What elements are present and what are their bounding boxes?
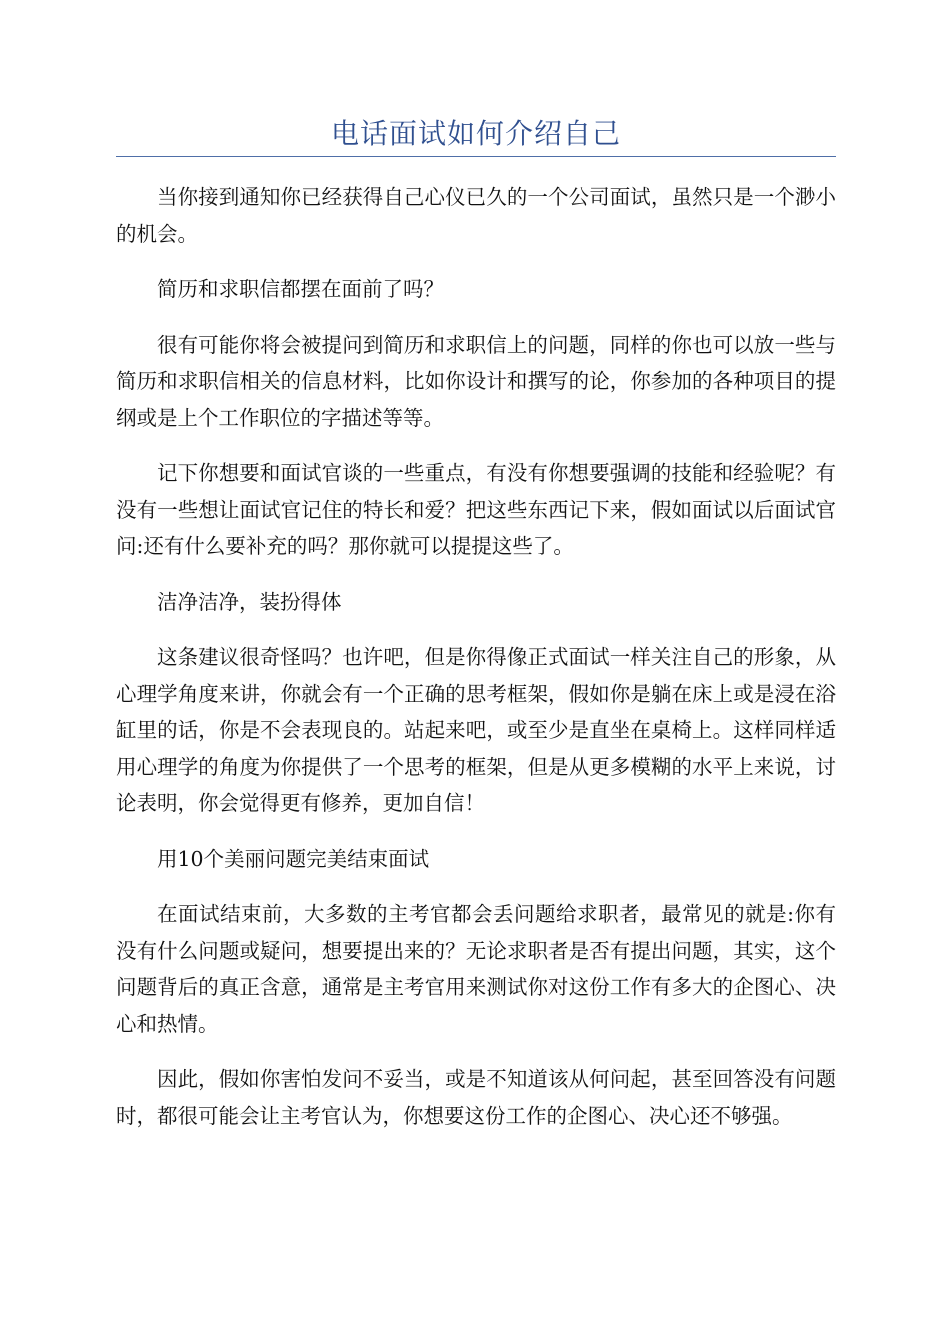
document-page [116, 0, 836, 1153]
paragraph-5: 洁净洁净，装扮得体 [157, 589, 342, 614]
paragraph-3: 很有可能你将会被提问到简历和求职信上的问题，同样的你也可以放一些与简历和求职信相关的信息材料，比如你设计和撰写的论，你参加的各种项目的提纲或是上个工作职位的字描述等等。 [116, 332, 836, 430]
paragraph-8: 在面试结束前，大多数的主考官都会丢问题给求职者，最常见的就是:你有没有什么问题或疑问，想要提出来的？无论求职者是否有提出问题，其实，这个问题背后的真正含意，通常是主考官用来测试你对这份工作有多大的企图心、决心和热情。 [116, 902, 836, 1036]
paragraph-4: 记下你想要和面试官谈的一些重点，有没有你想要强调的技能和经验呢？有没有一些想让面试官记住的特长和爱？把这些东西记下来，假如面试以后面试官问:还有什么要补充的吗？那你就可以提提这些了。 [116, 461, 836, 558]
paragraph-9: 因此，假如你害怕发问不妥当，或是不知道该从何问起，甚至回答没有问题时，都很可能会让主考官认为，你想要这份工作的企图心、决心还不够强。 [116, 1067, 836, 1128]
paragraph-2: 简历和求职信都摆在面前了吗？ [157, 277, 444, 301]
paragraph-6: 这条建议很奇怪吗？也许吧，但是你得像正式面试一样关注自己的形象，从心理学角度来讲，你就会有一个正确的思考框架，假如你是躺在床上或是浸在浴缸里的话，你是不会表现良的。站起来吧，或至少是直坐在桌椅上。这样同样适用心理学的角度为你提供了一个思考的框架，但是从更多模糊的水平上来说，讨论表明，你会觉得更有修养，更加自信！ [116, 645, 836, 815]
document-title: 电话面试如何介绍自己 [330, 117, 621, 150]
title-underline [116, 156, 836, 157]
paragraph-7: 用10个美丽问题完美结束面试 [157, 846, 430, 871]
paragraph-1: 当你接到通知你已经获得自己心仪已久的一个公司面试，虽然只是一个渺小的机会。 [116, 185, 836, 246]
